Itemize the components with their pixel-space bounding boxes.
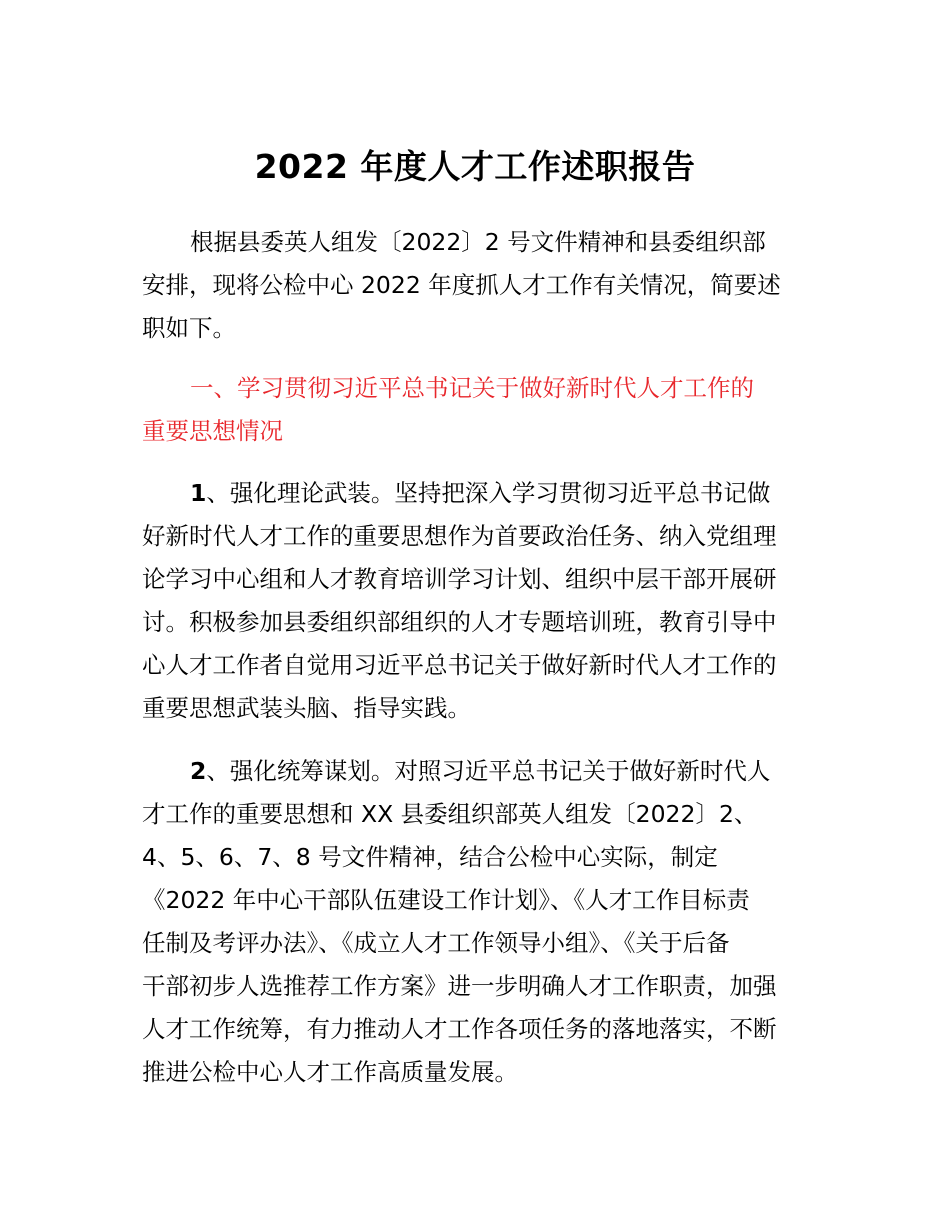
intro-line-2: 安排，现将公检中心 2022 年度抓人才工作有关情况，简要述 [142, 271, 781, 299]
item-1-line-5: 心人才工作者自觉用习近平总书记关于做好新时代人才工作的 [142, 651, 777, 679]
section-1-heading-line-1: 一、学习贯彻习近平总书记关于做好新时代人才工作的 [190, 374, 754, 402]
item-1-line-4: 讨。积极参加县委组织部组织的人才专题培训班，教育引导中 [142, 608, 777, 636]
document-title: 2022 年度人才工作述职报告 [254, 147, 696, 186]
item-2-line-2: 才工作的重要思想和 XX 县委组织部英人组发〔2022〕2、 [142, 800, 758, 828]
item-1-line-2: 好新时代人才工作的重要思想作为首要政治任务、纳入党组理 [142, 522, 777, 550]
item-2-line-8: 推进公检中心人才工作高质量发展。 [142, 1058, 518, 1086]
item-1-number: 1 [190, 479, 207, 507]
item-2-line-7: 人才工作统筹，有力推动人才工作各项任务的落地落实，不断 [142, 1015, 777, 1043]
item-1-line-6: 重要思想武装头脑、指导实践。 [142, 694, 471, 722]
item-1-line-1 [190, 477, 770, 509]
item-1-first-text: 、强化理论武装。坚持把深入学习贯彻习近平总书记做 [206, 479, 771, 507]
section-1-heading-line-2: 重要思想情况 [142, 417, 283, 445]
intro-line-1: 根据县委英人组发〔2022〕2 号文件精神和县委组织部 [190, 228, 766, 256]
item-2-line-5: 任制及考评办法》、《成立人才工作领导小组》、《关于后备 [142, 929, 730, 957]
item-2-line-4: 《2022 年中心干部队伍建设工作计划》、《人才工作目标责 [142, 886, 750, 914]
item-1-line-3: 论学习中心组和人才教育培训学习计划、组织中层干部开展研 [142, 565, 777, 593]
item-2-line-1 [190, 755, 770, 787]
item-2-first-text: 、强化统筹谋划。对照习近平总书记关于做好新时代人 [206, 757, 771, 785]
intro-line-3: 职如下。 [142, 314, 236, 342]
item-2-line-3: 4、5、6、7、8 号文件精神，结合公检中心实际，制定 [142, 843, 718, 871]
item-2-line-6: 干部初步人选推荐工作方案》进一步明确人才工作职责，加强 [142, 972, 777, 1000]
item-2-number: 2 [190, 757, 207, 785]
